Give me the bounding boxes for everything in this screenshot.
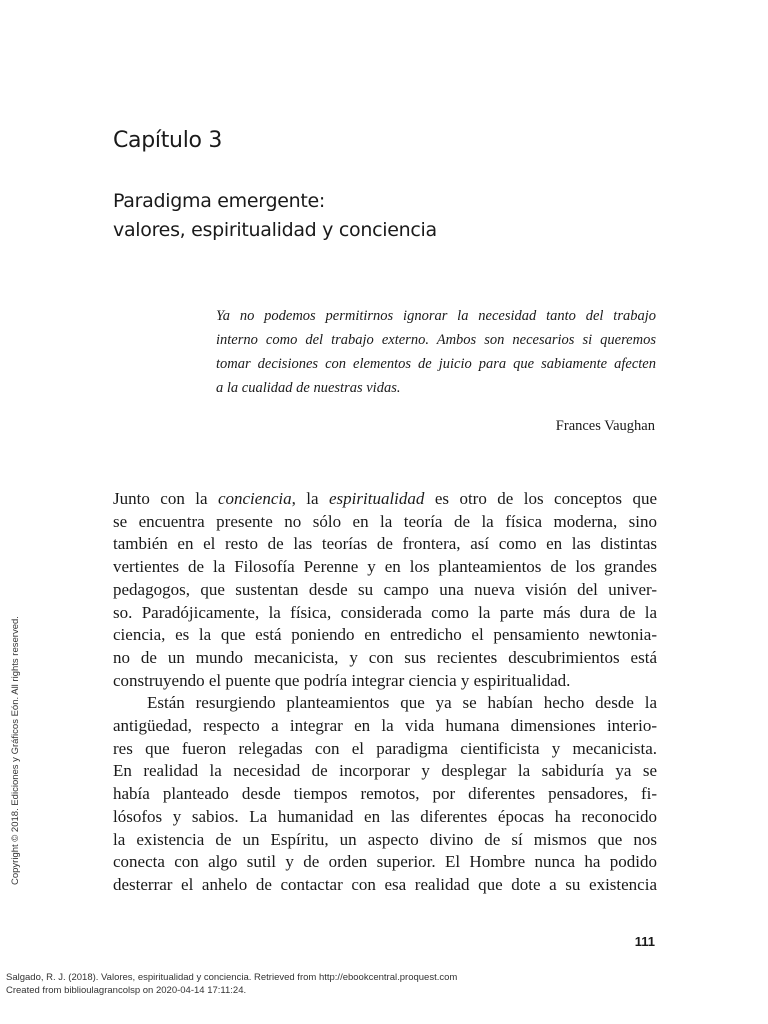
- chapter-title-line-1: Paradigma emergente:: [113, 190, 325, 212]
- body-line: no de un mundo mecanicista, y con sus recientes descubrimientos está: [113, 647, 657, 667]
- side-copyright: Copyright © 2018. Ediciones y Gráficos Eón. All rights reserved.: [10, 616, 21, 885]
- body-line: se encuentra presente no sólo en la teoría de la física moderna, sino: [113, 511, 657, 531]
- body-line: res que fueron relegadas con el paradigma cientificista y mecanicista.: [113, 738, 657, 758]
- citation-line-2: Created from biblioulagrancolsp on 2020-04-14 17:11:24.: [6, 985, 247, 996]
- body-line: so. Paradójicamente, la física, considerada como la parte más dura de la: [113, 602, 657, 622]
- body-line: había planteado desde tiempos remotos, por diferentes pensadores, fi-: [113, 784, 657, 804]
- epigraph-line: Ya no podemos permitirnos ignorar la necesidad tanto del trabajo: [216, 308, 656, 324]
- page-number: 111: [634, 934, 655, 949]
- body-line: Junto con la conciencia, la espiritualidad es otro de los conceptos que: [113, 489, 657, 508]
- body-line: la existencia de un Espíritu, un aspecto divino de sí mismos que nos: [113, 829, 657, 849]
- chapter-title: [113, 187, 437, 245]
- chapter-label: Capítulo 3: [113, 128, 223, 153]
- citation-footer: [6, 971, 457, 997]
- body-line: también en el resto de las teorías de frontera, así como en las distintas: [113, 534, 657, 554]
- body-line: conecta con algo sutil y de orden superior. El Hombre nunca ha podido: [113, 852, 657, 872]
- body-line: En realidad la necesidad de incorporar y desplegar la sabiduría ya se: [113, 761, 657, 781]
- epigraph-line: a la cualidad de nuestras vidas.: [216, 380, 401, 396]
- body-line: desterrar el anhelo de contactar con esa realidad que dote a su existencia: [113, 874, 657, 894]
- body-line: pedagogos, que sustentan desde su campo una nueva visión del univer-: [113, 579, 657, 599]
- chapter-title-line-2: valores, espiritualidad y conciencia: [113, 219, 437, 241]
- epigraph-line: tomar decisiones con elementos de juicio para que sabiamente afecten: [216, 356, 656, 372]
- body-line: antigüedad, respecto a integrar en la vida humana dimensiones interio-: [113, 716, 657, 736]
- emphasis-conciencia: conciencia: [217, 489, 292, 508]
- body-line: lósofos y sabios. La humanidad en las diferentes épocas ha reconocido: [113, 806, 657, 826]
- body-line: vertientes de la Filosofía Perenne y en los planteamientos de los grandes: [113, 557, 657, 577]
- epigraph-line: interno como del trabajo externo. Ambos son necesarios si queremos: [216, 332, 656, 348]
- body-line: ciencia, es la que está poniendo en entredicho el pensamiento newtonia-: [113, 625, 657, 645]
- citation-line-1: Salgado, R. J. (2018). Valores, espiritualidad y conciencia. Retrieved from http://ebookcentral.proquest.com: [6, 972, 458, 983]
- body-line: Están resurgiendo planteamientos que ya se habían hecho desde la: [147, 693, 657, 713]
- body-text: [113, 488, 657, 897]
- epigraph-author: Frances Vaughan: [555, 418, 655, 434]
- epigraph: [216, 304, 656, 400]
- body-line: construyendo el puente que podría integrar ciencia y espiritualidad.: [113, 670, 571, 690]
- emphasis-espiritualidad: espiritualidad: [329, 489, 425, 508]
